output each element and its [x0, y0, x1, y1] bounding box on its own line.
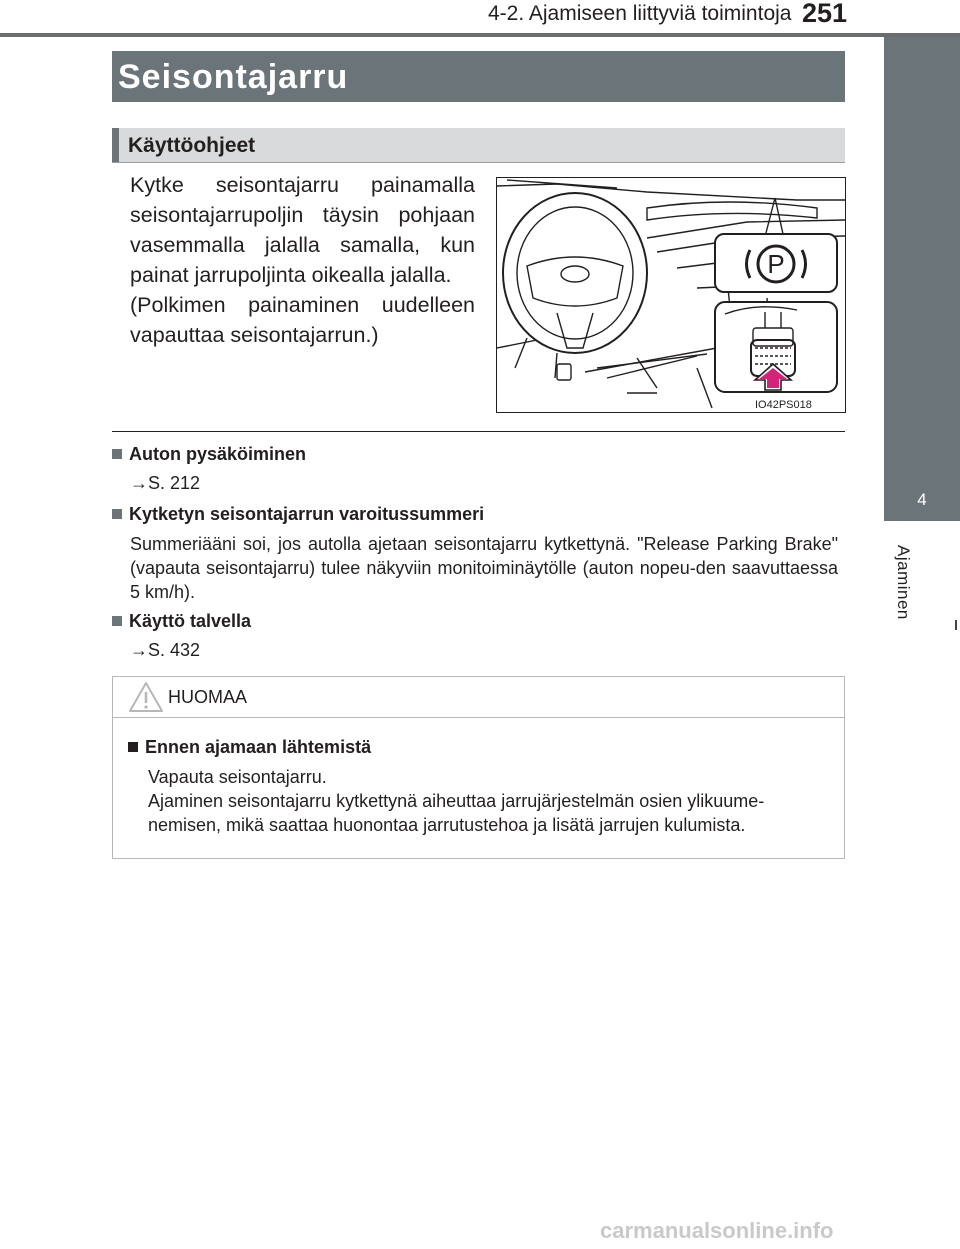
item-heading-parking: [112, 444, 306, 465]
chapter-number: 4: [917, 490, 927, 509]
item-heading-winter: [112, 611, 251, 632]
intro-text: Kytke seisontajarru painamalla seisontajarrupoljin täysin pohjaan vasemmalla jalalla samalla, kun painat jarrupoljinta oikealla jalalla.: [130, 173, 475, 287]
item-heading-warning-buzzer: [112, 504, 484, 525]
item-heading-text: Auton pysäköiminen: [129, 444, 307, 464]
parking-brake-illustration: [496, 177, 846, 413]
item-ref-parking[interactable]: →S. 212: [130, 473, 201, 493]
subheading-underline: [112, 162, 845, 163]
item-ref-winter[interactable]: →S. 432: [130, 640, 201, 660]
chapter-label: Ajaminen: [894, 545, 913, 620]
page-title: Seisontajarru: [118, 58, 349, 96]
notice-label: HUOMAA: [168, 687, 248, 707]
notice-line: nemisen, mikä saattaa huonontaa jarrutustehoa ja lisätä jarrujen kulumista.: [148, 815, 746, 835]
chapter-tick: [955, 620, 957, 630]
subheading: Käyttöohjeet: [128, 134, 256, 157]
figure-code: IO42PS018: [755, 399, 812, 411]
notice-heading: [128, 737, 371, 758]
subheading-accent: [112, 128, 119, 163]
item-bullet: [112, 449, 122, 459]
header-section-title: 4-2. Ajamiseen liittyviä toimintoja: [488, 2, 792, 25]
item-heading-text: Kytketyn seisontajarrun varoitussummeri: [129, 504, 485, 524]
dashboard-drawing: [497, 178, 845, 412]
item-bullet: [112, 616, 122, 626]
notice-line: Ajaminen seisontajarru kytkettynä aiheuttaa jarrujärjestelmän osien ylikuume-: [148, 791, 765, 811]
notice-body: [148, 765, 828, 837]
item-bullet: [112, 509, 122, 519]
section-divider: [112, 431, 845, 432]
warning-triangle-icon: [128, 680, 164, 714]
notice-line: Vapauta seisontajarru.: [148, 767, 327, 787]
watermark: carmanualsonline.info: [600, 1218, 834, 1243]
notice-heading-text: Ennen ajamaan lähtemistä: [145, 737, 372, 757]
page-number: 251: [802, 0, 848, 28]
intro-paragraph: [130, 170, 475, 350]
chapter-tab[interactable]: [884, 37, 960, 521]
item-heading-text: Käyttö talvella: [129, 611, 252, 631]
parking-indicator-glyph: P: [767, 249, 785, 279]
item-body-warning-buzzer: Summeriääni soi, jos autolla ajetaan seisontajarru kytkettynä. "Release Parking Brake" (vapauta seisontajarru) tulee näkyviin monitoiminäytölle (auton nopeu-den saavuttaessa 5 km/h).: [130, 534, 838, 602]
notice-bullet: [128, 742, 138, 752]
intro-note: (Polkimen painaminen uudelleen vapauttaa seisontajarrun.): [130, 293, 475, 347]
header-rule: [0, 33, 960, 37]
notice-separator: [112, 717, 845, 718]
